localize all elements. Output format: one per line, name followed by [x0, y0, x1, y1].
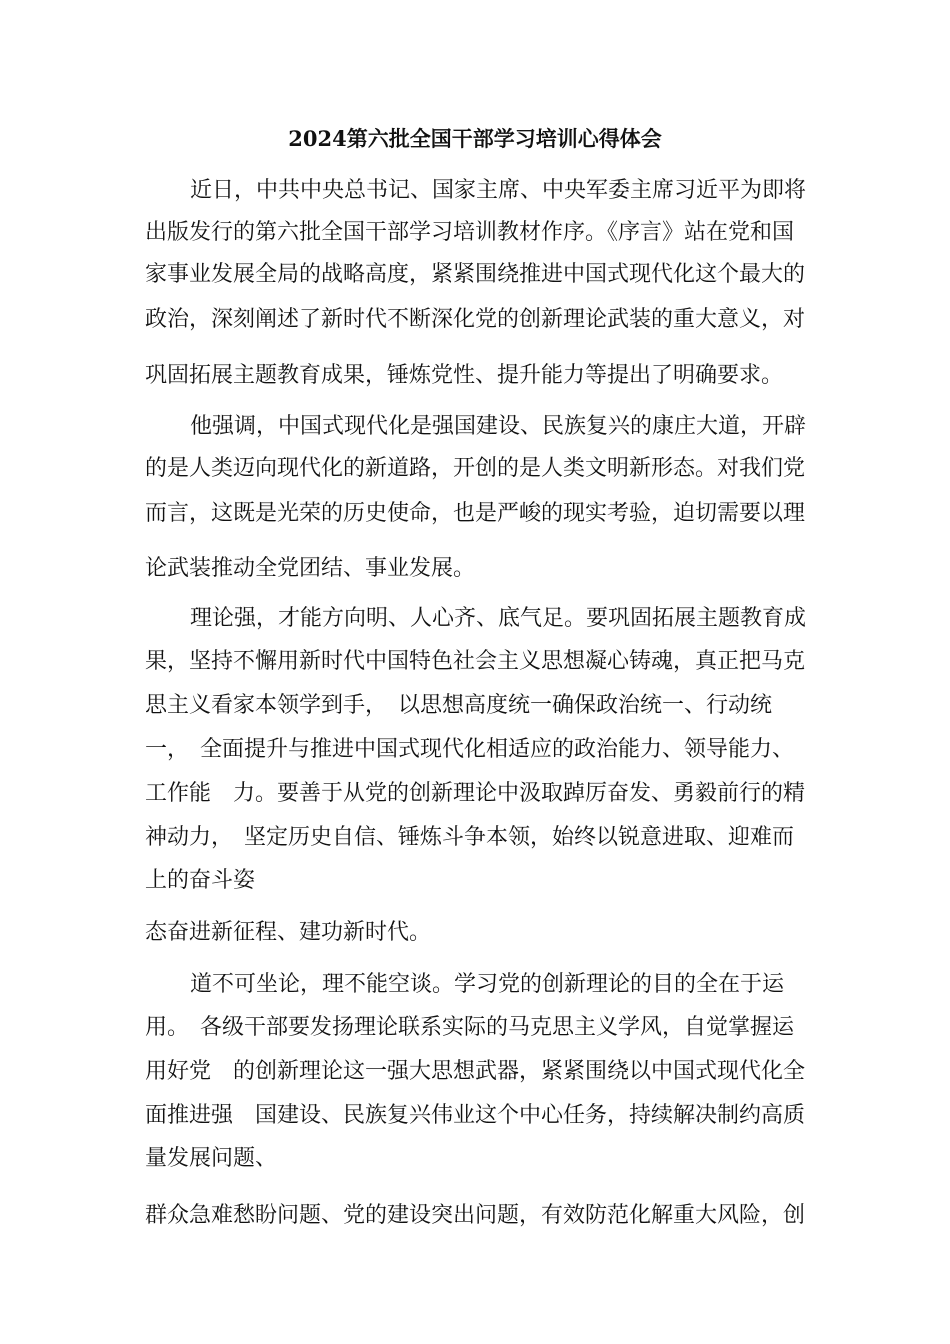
paragraph-line: 量发展问题、 [145, 1146, 278, 1171]
paragraph-line: 他强调，中国式现代化是强国建设、民族复兴的康庄大道，开辟 [190, 414, 807, 439]
paragraph-line: 群众急难愁盼问题、党的建设突出问题，有效防范化解重大风险，创 [145, 1203, 806, 1228]
paragraph-line: 出版发行的第六批全国干部学习培训教材作序。《序言》站在党和国 [145, 220, 795, 245]
paragraph-line: 理论强，才能方向明、人心齐、底气足。要巩固拓展主题教育成 [190, 606, 807, 631]
paragraph-line: 果，坚持不懈用新时代中国特色社会主义思想凝心铸魂，真正把马克 [145, 649, 806, 674]
paragraph-line: 家事业发展全局的战略高度，紧紧围绕推进中国式现代化这个最大的 [145, 262, 806, 287]
paragraph-line: 政治，深刻阐述了新时代不断深化党的创新理论武装的重大意义，对 [145, 307, 806, 332]
paragraph-line: 而言，这既是光荣的历史使命，也是严峻的现实考验，迫切需要以理 [145, 501, 806, 526]
paragraph-line: 工作能 力。要善于从党的创新理论中汲取踔厉奋发、勇毅前行的精 [145, 781, 806, 806]
paragraph-line: 态奋进新征程、建功新时代。 [145, 920, 432, 945]
paragraph-line: 近日，中共中央总书记、国家主席、中央军委主席习近平为即将 [190, 178, 807, 203]
paragraph-line: 道不可坐论，理不能空谈。学习党的创新理论的目的全在于运 [190, 972, 785, 997]
paragraph-line: 论武装推动全党团结、事业发展。 [145, 556, 476, 581]
paragraph-line: 一， 全面提升与推进中国式现代化相适应的政治能力、领导能力、 [145, 737, 795, 762]
paragraph-line: 用。 各级干部要发扬理论联系实际的马克思主义学风，自觉掌握运 [145, 1015, 795, 1040]
paragraph-line: 神动力， 坚定历史自信、锤炼斗争本领，始终以锐意进取、迎难而 [145, 825, 795, 850]
page-title: 2024第六批全国干部学习培训心得体会 [288, 126, 662, 151]
paragraph-line: 巩固拓展主题教育成果，锤炼党性、提升能力等提出了明确要求。 [145, 363, 784, 388]
paragraph-line: 上的奋斗姿 [145, 868, 256, 893]
paragraph-line: 用好党 的创新理论这一强大思想武器，紧紧围绕以中国式现代化全 [145, 1059, 806, 1084]
paragraph-line: 思主义看家本领学到手， 以思想高度统一确保政治统一、行动统 [145, 693, 773, 718]
paragraph-line: 的是人类迈向现代化的新道路，开创的是人类文明新形态。对我们党 [145, 456, 806, 481]
paragraph-line: 面推进强 国建设、民族复兴伟业这个中心任务，持续解决制约高质 [145, 1103, 806, 1128]
